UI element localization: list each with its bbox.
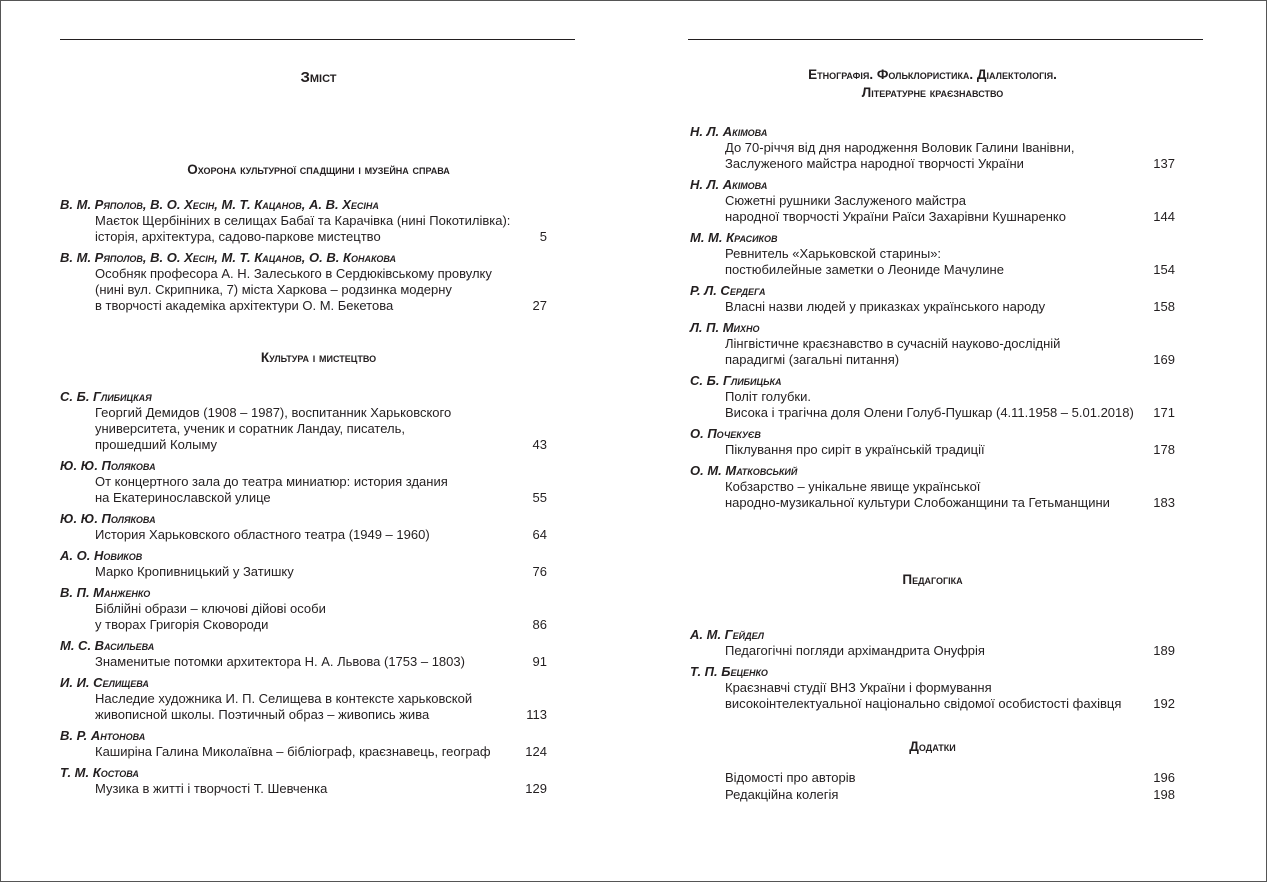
entry-author: Н. Л. Акімова [690, 177, 768, 192]
entry-title-line: постюбилейные заметки о Леониде Мачулине [725, 262, 1004, 277]
toc-entry[interactable] [690, 787, 1175, 803]
entry-title-line: От концертного зала до театра миниатюр: история здания [95, 474, 448, 489]
section-entries [60, 389, 547, 802]
entry-title-line: До 70-річчя від дня народження Воловик Галини Іванівни, [725, 140, 1075, 155]
entry-title-line: Краєзнавчі студії ВНЗ України і формування [725, 680, 992, 695]
entry-page-number: 144 [1153, 209, 1175, 224]
entry-page-number: 43 [532, 437, 547, 452]
section-heading [690, 66, 1175, 102]
entry-title-line: живописной школы. Поэтичный образ – живопись жива [95, 707, 430, 722]
entry-page-number: 196 [1153, 770, 1175, 785]
section-heading-line: Педагогіка [902, 572, 963, 587]
entry-author: Т. М. Костова [60, 765, 139, 780]
toc-entry[interactable] [690, 283, 1175, 315]
section-heading [690, 738, 1175, 756]
entry-title-line: високоінтелектуальної національно свідомої особистості фахівця [725, 696, 1122, 711]
entry-author: В. П. Манженко [60, 585, 151, 600]
entry-page-number: 198 [1153, 787, 1175, 802]
entry-title-line: университета, ученик и соратник Ландау, писатель, [95, 421, 406, 436]
toc-entry[interactable] [690, 320, 1175, 368]
entry-title-line: історія, архітектура, садово-паркове мистецтво [95, 229, 381, 244]
section-heading: Охорона культурної спадщини і музейна справа [187, 162, 450, 177]
entry-title-line: Ревнитель «Харьковской старины»: [725, 246, 942, 261]
entry-title-line: Кобзарство – унікальне явище української [725, 479, 981, 494]
toc-entry[interactable] [690, 124, 1175, 172]
entry-author: В. М. Ряполов, В. О. Хесін, М. Т. Кацанов, А. В. Хесіна [60, 197, 379, 212]
contents-title: Зміст [300, 69, 337, 86]
entry-title-line: Редакційна колегія [725, 787, 839, 802]
entry-title-line: Знаменитые потомки архитектора Н. А. Львова (1753 – 1803) [95, 654, 465, 669]
toc-entry[interactable] [690, 373, 1175, 421]
entry-page-number: 64 [532, 527, 547, 542]
entry-author: В. М. Ряполов, В. О. Хесін, М. Т. Кацанов, О. В. Конакова [60, 250, 397, 265]
entry-title-line: Висока і трагічна доля Олени Голуб-Пушкар (4.11.1958 – 5.01.2018) [725, 405, 1134, 420]
entry-page-number: 189 [1153, 643, 1175, 658]
right-page [690, 0, 1175, 882]
entry-page-number: 183 [1153, 495, 1175, 510]
entry-title-line: народно-музикальної культури Слобожанщини та Гетьманщини [725, 495, 1110, 510]
entry-title-line: Особняк професора А. Н. Залеського в Сердюківському провулку [95, 266, 492, 281]
entry-author: А. М. Гейдел [690, 627, 764, 642]
section-heading: Культура і мистецтво [260, 350, 377, 365]
toc-entry[interactable] [690, 770, 1175, 786]
entry-title-line: Георгий Демидов (1908 – 1987), воспитанник Харьковского [95, 405, 452, 420]
entry-author: М. С. Васильева [60, 638, 155, 653]
entry-title-line: Музика в житті і творчості Т. Шевченка [95, 781, 328, 796]
entry-title-line: Власні назви людей у приказках українського народу [725, 299, 1046, 314]
entry-page-number: 76 [532, 564, 547, 579]
entry-author: С. Б. Глибицкая [60, 389, 152, 404]
entry-title-line: Педагогічні погляди архімандрита Онуфрія [725, 643, 985, 658]
entry-title-line: Політ голубки. [725, 389, 811, 404]
section-entries [60, 197, 547, 319]
entry-title-line: народної творчості України Раїси Захарівни Кушнаренко [725, 209, 1066, 224]
entry-title-line: Заслуженого майстра народної творчості України [725, 156, 1024, 171]
section-entries [690, 627, 1175, 717]
toc-entry[interactable] [60, 765, 547, 797]
entry-title-line: прошедший Колыму [95, 437, 218, 452]
entry-page-number: 154 [1153, 262, 1175, 277]
toc-entry[interactable] [690, 664, 1175, 712]
entry-page-number: 178 [1153, 442, 1175, 457]
entry-title-line: Відомості про авторів [725, 770, 856, 785]
toc-entry[interactable] [60, 728, 547, 760]
entry-author: М. М. Красиков [690, 230, 778, 245]
entry-title-line: на Екатеринославской улице [95, 490, 271, 505]
toc-entry[interactable] [60, 511, 547, 543]
toc-entry[interactable] [60, 197, 547, 245]
entry-title-line: Піклування про сиріт в українській традиції [725, 442, 985, 457]
entry-author: Ю. Ю. Полякова [60, 511, 156, 526]
left-page [60, 0, 547, 882]
entry-page-number: 124 [525, 744, 547, 759]
entry-title-line: у творах Григорія Сковороди [95, 617, 269, 632]
section-heading-line: Етнографія. Фольклористика. Діалектологія. [808, 67, 1057, 82]
section-heading [690, 571, 1175, 589]
toc-entry[interactable] [60, 548, 547, 580]
entry-page-number: 91 [532, 654, 547, 669]
entry-title-line: Маєток Щербініних в селищах Бабаї та Карачівка (нині Покотилівка): [95, 213, 511, 228]
toc-entry[interactable] [60, 638, 547, 670]
entry-author: А. О. Новиков [60, 548, 143, 563]
entry-author: О. Почекуєв [690, 426, 761, 441]
section-entries [690, 770, 1175, 804]
entry-title-line: Марко Кропивницький у Затишку [95, 564, 294, 579]
toc-entry[interactable] [60, 250, 547, 314]
entry-title-line: Наследие художника И. П. Селищева в контексте харьковской [95, 691, 473, 706]
entry-title-line: Каширіна Галина Миколаївна – бібліограф, краєзнавець, географ [95, 744, 491, 759]
entry-page-number: 113 [526, 707, 547, 722]
entry-title-line: Лінгвістичне краєзнавство в сучасній науково-дослідній [725, 336, 1061, 351]
toc-entry[interactable] [60, 585, 547, 633]
entry-title-line: Сюжетні рушники Заслуженого майстра [725, 193, 966, 208]
toc-entry[interactable] [690, 627, 1175, 659]
toc-entry[interactable] [690, 463, 1175, 511]
entry-author: О. М. Матковський [690, 463, 798, 478]
entry-author: Н. Л. Акімова [690, 124, 768, 139]
entry-author: Ю. Ю. Полякова [60, 458, 156, 473]
toc-entry[interactable] [60, 675, 547, 723]
entry-author: Л. П. Михно [690, 320, 760, 335]
entry-author: Р. Л. Сердега [690, 283, 766, 298]
entry-author: С. Б. Глибицька [690, 373, 782, 388]
toc-entry[interactable] [60, 458, 547, 506]
entry-title-line: (нині вул. Скрипника, 7) міста Харкова – родзинка модерну [95, 282, 452, 297]
entry-page-number: 5 [539, 229, 547, 244]
toc-entry[interactable] [690, 426, 1175, 458]
entry-page-number: 27 [532, 298, 547, 313]
entry-page-number: 192 [1153, 696, 1175, 711]
entry-page-number: 158 [1153, 299, 1175, 314]
entry-author: И. И. Селищева [60, 675, 149, 690]
entry-author: Т. П. Беценко [690, 664, 768, 679]
entry-page-number: 137 [1153, 156, 1175, 171]
entry-page-number: 171 [1153, 405, 1175, 420]
section-heading-line: Додатки [909, 739, 956, 754]
section-entries [690, 124, 1175, 516]
entry-title-line: парадигмі (загальні питання) [725, 352, 900, 367]
entry-page-number: 86 [532, 617, 547, 632]
entry-page-number: 169 [1153, 352, 1175, 367]
entry-title-line: в творчості академіка архітектури О. М. Бекетова [95, 298, 394, 313]
entry-author: В. Р. Антонова [60, 728, 146, 743]
entry-title-line: История Харьковского областного театра (1949 – 1960) [95, 527, 430, 542]
entry-page-number: 55 [532, 490, 547, 505]
section-heading-line: Літературне краєзнавство [861, 85, 1004, 100]
entry-page-number: 129 [525, 781, 547, 796]
toc-entry[interactable] [690, 230, 1175, 278]
toc-entry[interactable] [690, 177, 1175, 225]
entry-title-line: Біблійні образи – ключові дійові особи [95, 601, 326, 616]
toc-entry[interactable] [60, 389, 547, 453]
